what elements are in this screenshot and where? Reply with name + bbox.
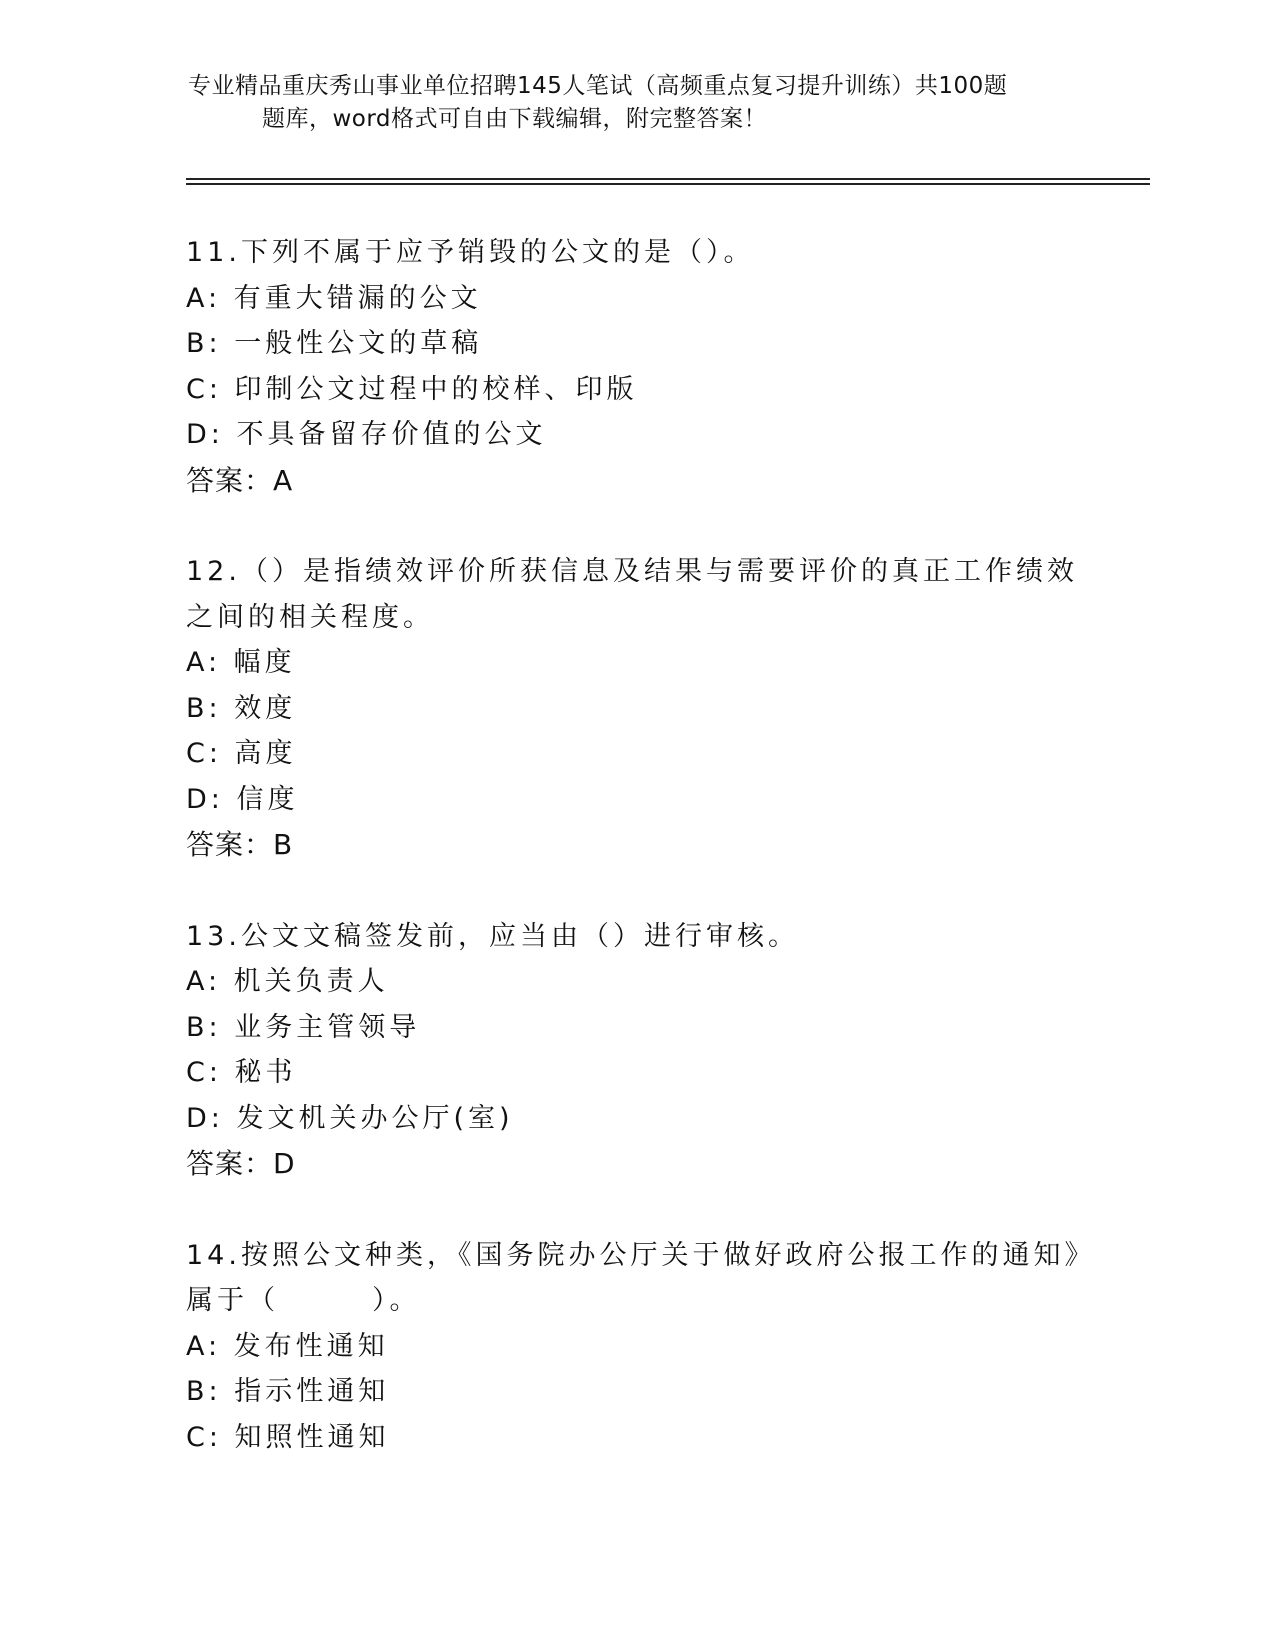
document-header [188,70,1068,136]
option-d: D: 信度 [186,783,299,815]
question-text: 14.按照公文种类，《国务院办公厅关于做好政府公报工作的通知》属于（ ）。 [186,1239,1082,1316]
question-11 [186,230,1086,503]
header-line-2: 题库，word格式可自由下载编辑，附完整答案！ [262,106,768,132]
answer: 答案：D [186,1147,296,1180]
question-12 [186,549,1086,868]
option-b: B: 指示性通知 [186,1376,390,1407]
header-divider-top [186,178,1150,180]
option-a: A: 机关负责人 [186,966,389,997]
option-a: A: 发布性通知 [186,1330,389,1362]
option-c: C: 知照性通知 [186,1421,390,1453]
option-c: C: 高度 [186,738,297,769]
header-divider-bottom [186,183,1150,185]
option-b: B: 一般性公文的草稿 [186,328,483,359]
question-14 [186,1233,1086,1461]
option-c: C: 秘书 [186,1057,297,1088]
option-c: C: 印制公文过程中的校样、印版 [186,373,638,405]
header-line-1: 专业精品重庆秀山事业单位招聘145人笔试（高频重点复习提升训练）共100题 [188,73,1008,99]
option-b: B: 效度 [186,692,297,724]
question-text: 13.公文文稿签发前，应当由（）进行审核。 [186,920,799,952]
option-b: B: 业务主管领导 [186,1011,421,1043]
answer: 答案：A [186,463,294,497]
option-d: D: 发文机关办公厅(室) [186,1102,514,1134]
question-13 [186,914,1086,1187]
question-text: 11.下列不属于应予销毁的公文的是（）。 [186,237,755,268]
option-d: D: 不具备留存价值的公文 [186,419,547,450]
option-a: A: 有重大错漏的公文 [186,282,482,314]
question-list [186,230,1086,1506]
question-text: 12.（）是指绩效评价所获信息及结果与需要评价的真正工作绩效之间的相关程度。 [186,556,1078,633]
answer: 答案：B [186,828,294,861]
option-a: A: 幅度 [186,647,296,678]
